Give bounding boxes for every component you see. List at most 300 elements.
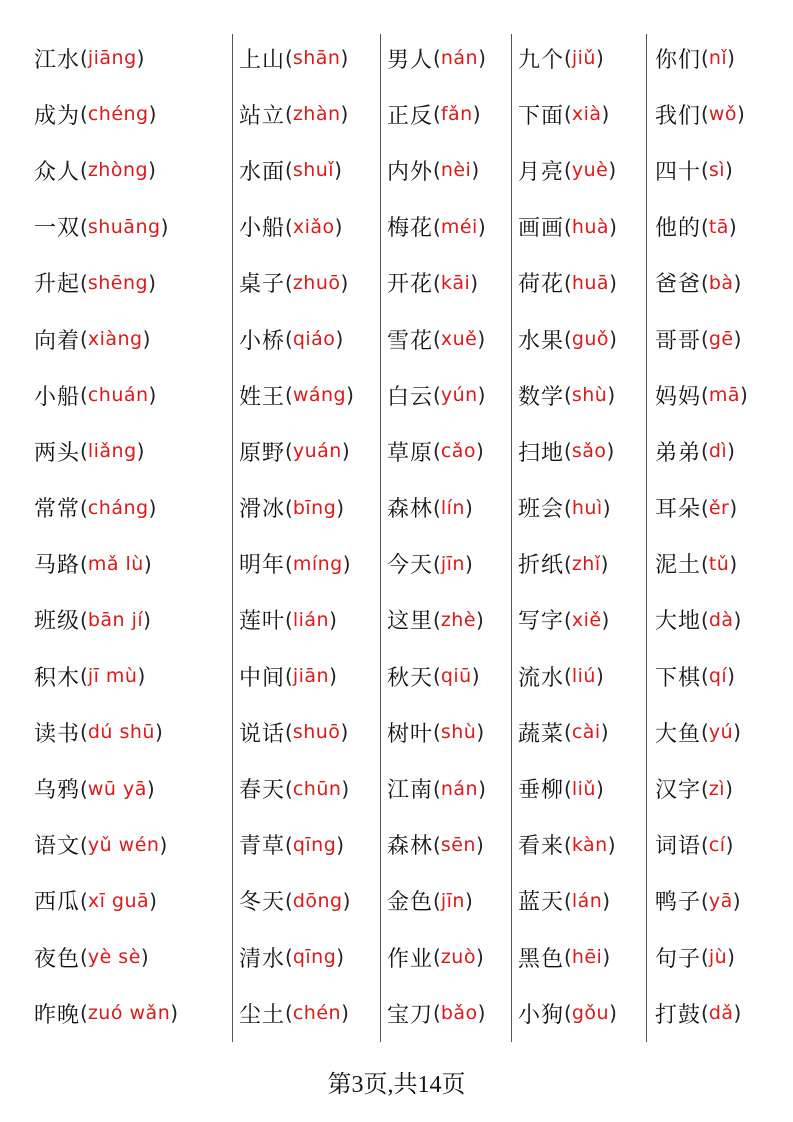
hanzi-word: 蔬菜	[518, 721, 565, 747]
pinyin: dú shū	[87, 721, 155, 744]
close-paren: )	[340, 46, 349, 71]
pinyin: huà	[571, 215, 610, 238]
close-paren: )	[728, 214, 737, 239]
word-entry	[387, 873, 486, 929]
pinyin: shuǐ	[292, 159, 335, 182]
hanzi-word: 宝刀	[387, 1002, 434, 1028]
open-paren: (	[701, 832, 709, 857]
hanzi-word: 冬天	[239, 890, 286, 916]
close-paren: )	[143, 551, 152, 576]
close-paren: )	[329, 664, 337, 689]
open-paren: (	[701, 888, 709, 913]
pinyin: lián	[292, 608, 330, 631]
pinyin: jīn	[440, 552, 465, 575]
open-paren: (	[285, 214, 293, 239]
hanzi-word: 打鼓	[655, 1002, 702, 1028]
hanzi-word: 垂柳	[518, 778, 565, 804]
close-paren: )	[729, 551, 738, 576]
open-paren: (	[564, 720, 572, 745]
close-paren: )	[600, 551, 609, 576]
hanzi-word: 春天	[239, 778, 286, 804]
close-paren: )	[727, 439, 735, 464]
hanzi-word: 桌子	[239, 272, 286, 298]
close-paren: )	[602, 495, 611, 520]
close-paren: )	[148, 158, 156, 183]
word-entry	[387, 592, 486, 648]
open-paren: (	[701, 776, 709, 801]
open-paren: (	[285, 888, 293, 913]
close-paren: )	[476, 607, 484, 632]
word-entry	[34, 985, 178, 1041]
pinyin: ěr	[708, 496, 730, 519]
word-entry	[34, 704, 178, 760]
pinyin: míng	[292, 552, 343, 575]
open-paren: (	[433, 607, 441, 632]
open-paren: (	[701, 270, 709, 295]
word-entry	[34, 760, 178, 816]
hanzi-word: 词语	[655, 834, 702, 860]
open-paren: (	[80, 46, 88, 71]
close-paren: )	[340, 270, 349, 295]
close-paren: )	[733, 270, 742, 295]
word-entry	[518, 142, 617, 198]
open-paren: (	[80, 214, 88, 239]
open-paren: (	[285, 551, 293, 576]
word-entry	[655, 86, 748, 142]
open-paren: (	[564, 383, 572, 408]
close-paren: )	[148, 270, 156, 295]
word-entry	[518, 704, 617, 760]
word-entry	[239, 30, 354, 86]
open-paren: (	[285, 270, 293, 295]
word-column-4	[518, 30, 617, 1041]
hanzi-word: 写字	[518, 609, 565, 635]
pinyin: tǔ	[708, 552, 730, 575]
hanzi-word: 画画	[518, 216, 565, 242]
word-entry	[34, 255, 178, 311]
open-paren: (	[285, 607, 293, 632]
open-paren: (	[285, 158, 293, 183]
open-paren: (	[285, 102, 293, 127]
pinyin: yā	[708, 889, 733, 912]
close-paren: )	[340, 102, 349, 127]
close-paren: )	[478, 776, 486, 801]
pinyin: chén	[292, 1002, 342, 1025]
hanzi-word: 班会	[518, 497, 565, 523]
hanzi-word: 一双	[34, 216, 81, 242]
close-paren: )	[595, 776, 604, 801]
close-paren: )	[340, 720, 349, 745]
open-paren: (	[80, 720, 88, 745]
open-paren: (	[80, 832, 88, 857]
open-paren: (	[701, 102, 709, 127]
close-paren: )	[477, 383, 486, 408]
pinyin: yǔ wén	[87, 833, 160, 856]
close-paren: )	[609, 270, 617, 295]
hanzi-word: 看来	[518, 834, 565, 860]
pinyin: shù	[440, 721, 477, 744]
pinyin: guǒ	[571, 328, 610, 351]
word-entry	[387, 480, 486, 536]
hanzi-word: 我们	[655, 103, 702, 129]
close-paren: )	[607, 832, 616, 857]
hanzi-word: 成为	[34, 103, 81, 129]
hanzi-word: 四十	[655, 159, 702, 185]
close-paren: )	[733, 720, 741, 745]
hanzi-word: 读书	[34, 721, 81, 747]
hanzi-word: 弟弟	[655, 440, 702, 466]
close-paren: )	[602, 945, 611, 970]
close-paren: )	[336, 832, 345, 857]
hanzi-word: 明年	[239, 553, 286, 579]
open-paren: (	[433, 720, 441, 745]
open-paren: (	[80, 270, 88, 295]
word-entry	[34, 817, 178, 873]
close-paren: )	[478, 46, 486, 71]
hanzi-word: 妈妈	[655, 384, 702, 410]
word-column-3	[387, 30, 486, 1041]
close-paren: )	[341, 439, 350, 464]
word-entry	[655, 536, 748, 592]
open-paren: (	[564, 439, 572, 464]
close-paren: )	[137, 664, 146, 689]
word-entry	[518, 592, 617, 648]
hanzi-word: 秋天	[387, 665, 434, 691]
word-entry	[655, 30, 748, 86]
hanzi-word: 青草	[239, 834, 286, 860]
open-paren: (	[80, 383, 88, 408]
close-paren: )	[733, 327, 742, 352]
pinyin: bīng	[292, 496, 337, 519]
close-paren: )	[149, 888, 157, 913]
pinyin: yú	[708, 721, 734, 744]
close-paren: )	[470, 270, 479, 295]
close-paren: )	[601, 607, 610, 632]
word-entry	[239, 592, 354, 648]
open-paren: (	[701, 607, 709, 632]
pinyin: zhè	[440, 608, 477, 631]
hanzi-word: 开花	[387, 272, 434, 298]
close-paren: )	[727, 46, 735, 71]
open-paren: (	[80, 439, 88, 464]
hanzi-word: 你们	[655, 47, 702, 73]
open-paren: (	[285, 495, 293, 520]
pinyin: xià	[571, 103, 602, 126]
pinyin: zhuō	[292, 271, 341, 294]
word-entry	[655, 255, 748, 311]
open-paren: (	[564, 158, 572, 183]
close-paren: )	[148, 383, 157, 408]
pinyin: hēi	[571, 946, 603, 969]
close-paren: )	[727, 945, 735, 970]
word-entry	[34, 873, 178, 929]
hanzi-word: 梅花	[387, 216, 434, 242]
open-paren: (	[564, 664, 572, 689]
open-paren: (	[433, 888, 441, 913]
pinyin: yún	[440, 384, 478, 407]
word-entry	[655, 311, 748, 367]
hanzi-word: 森林	[387, 834, 434, 860]
pinyin: yè sè	[87, 946, 141, 969]
pinyin: zhàn	[292, 103, 341, 126]
open-paren: (	[80, 327, 88, 352]
pinyin: cǎo	[440, 440, 477, 463]
hanzi-word: 语文	[34, 834, 81, 860]
close-paren: )	[464, 888, 473, 913]
word-entry	[387, 311, 486, 367]
open-paren: (	[433, 158, 441, 183]
word-entry	[655, 423, 748, 479]
hanzi-word: 下棋	[655, 665, 702, 691]
open-paren: (	[80, 607, 88, 632]
word-entry	[518, 367, 617, 423]
close-paren: )	[725, 776, 733, 801]
pinyin: zhòng	[87, 159, 149, 182]
word-entry	[655, 367, 748, 423]
word-entry	[387, 86, 486, 142]
word-entry	[518, 311, 617, 367]
pinyin: nán	[440, 777, 479, 800]
word-entry	[518, 255, 617, 311]
pinyin: sēn	[440, 833, 476, 856]
hanzi-word: 月亮	[518, 159, 565, 185]
word-entry	[387, 985, 486, 1041]
hanzi-word: 水面	[239, 159, 286, 185]
close-paren: )	[334, 158, 342, 183]
pinyin: wū yā	[87, 777, 147, 800]
hanzi-word: 男人	[387, 47, 434, 73]
pinyin: cài	[571, 721, 601, 744]
pinyin: jī mù	[87, 665, 138, 688]
close-paren: )	[472, 102, 481, 127]
word-entry	[387, 255, 486, 311]
pinyin: huā	[571, 271, 610, 294]
word-entry	[34, 648, 178, 704]
word-entry	[34, 592, 178, 648]
hanzi-word: 正反	[387, 103, 434, 129]
close-paren: )	[733, 607, 742, 632]
page-number: 第3页,共14页	[327, 1072, 466, 1098]
word-entry	[655, 142, 748, 198]
word-entry	[239, 760, 354, 816]
open-paren: (	[701, 720, 709, 745]
close-paren: )	[602, 888, 611, 913]
close-paren: )	[476, 720, 485, 745]
close-paren: )	[464, 495, 473, 520]
pinyin: dǎ	[708, 1002, 734, 1025]
open-paren: (	[285, 46, 293, 71]
open-paren: (	[80, 945, 88, 970]
pinyin: bǎo	[440, 1002, 478, 1025]
pinyin: shēng	[87, 271, 149, 294]
open-paren: (	[285, 439, 293, 464]
hanzi-word: 原野	[239, 440, 286, 466]
hanzi-word: 雪花	[387, 328, 434, 354]
open-paren: (	[433, 945, 441, 970]
hanzi-word: 鸭子	[655, 890, 702, 916]
open-paren: (	[564, 607, 572, 632]
hanzi-word: 小桥	[239, 328, 286, 354]
open-paren: (	[564, 1001, 572, 1026]
close-paren: )	[725, 158, 733, 183]
hanzi-word: 下面	[518, 103, 565, 129]
close-paren: )	[606, 439, 615, 464]
pinyin: zhǐ	[571, 552, 601, 575]
close-paren: )	[477, 327, 486, 352]
word-entry	[239, 929, 354, 985]
open-paren: (	[701, 327, 709, 352]
word-entry	[239, 86, 354, 142]
close-paren: )	[601, 102, 610, 127]
word-entry	[239, 873, 354, 929]
hanzi-word: 班级	[34, 609, 81, 635]
open-paren: (	[285, 383, 293, 408]
close-paren: )	[737, 102, 745, 127]
word-entry	[518, 30, 617, 86]
close-paren: )	[464, 551, 473, 576]
close-paren: )	[609, 327, 617, 352]
close-paren: )	[336, 495, 345, 520]
close-paren: )	[143, 607, 151, 632]
close-paren: )	[346, 383, 354, 408]
close-paren: )	[595, 664, 604, 689]
word-entry	[34, 929, 178, 985]
word-entry	[387, 817, 486, 873]
hanzi-word: 今天	[387, 553, 434, 579]
open-paren: (	[433, 1001, 441, 1026]
close-paren: )	[595, 46, 604, 71]
open-paren: (	[701, 46, 709, 71]
hanzi-word: 清水	[239, 946, 286, 972]
open-paren: (	[285, 945, 293, 970]
open-paren: (	[564, 214, 572, 239]
pinyin: lín	[440, 496, 465, 519]
open-paren: (	[285, 720, 293, 745]
pinyin: bān jí	[87, 608, 144, 631]
column-divider	[380, 34, 381, 1042]
pinyin: qīng	[292, 833, 337, 856]
word-entry	[239, 985, 354, 1041]
open-paren: (	[433, 327, 441, 352]
pinyin: qí	[708, 665, 728, 688]
pinyin: gǒu	[571, 1002, 610, 1025]
pinyin: chūn	[292, 777, 342, 800]
word-entry	[387, 536, 486, 592]
close-paren: )	[160, 214, 169, 239]
pinyin: zuò	[440, 946, 476, 969]
word-entry	[239, 704, 354, 760]
pinyin: liǔ	[571, 777, 596, 800]
open-paren: (	[433, 551, 441, 576]
open-paren: (	[433, 832, 441, 857]
word-entry	[239, 648, 354, 704]
word-entry	[239, 367, 354, 423]
open-paren: (	[80, 495, 88, 520]
close-paren: )	[146, 776, 155, 801]
word-entry	[655, 199, 748, 255]
open-paren: (	[701, 945, 709, 970]
pinyin: cí	[708, 833, 726, 856]
word-entry	[518, 423, 617, 479]
hanzi-word: 大鱼	[655, 721, 702, 747]
hanzi-word: 昨晚	[34, 1002, 81, 1028]
word-entry	[518, 480, 617, 536]
close-paren: )	[342, 888, 351, 913]
word-entry	[387, 648, 486, 704]
word-column-5	[655, 30, 748, 1041]
pinyin: xuě	[440, 328, 478, 351]
word-entry	[239, 142, 354, 198]
close-paren: )	[148, 102, 157, 127]
close-paren: )	[607, 383, 616, 408]
hanzi-word: 黑色	[518, 946, 565, 972]
pinyin: dì	[708, 440, 728, 463]
hanzi-word: 姓王	[239, 384, 286, 410]
open-paren: (	[701, 214, 709, 239]
open-paren: (	[564, 776, 572, 801]
pinyin: lán	[571, 889, 603, 912]
word-entry	[655, 985, 748, 1041]
hanzi-word: 蓝天	[518, 890, 565, 916]
word-entry	[239, 423, 354, 479]
pinyin: xiǎo	[292, 215, 335, 238]
word-entry	[239, 255, 354, 311]
word-entry	[518, 873, 617, 929]
word-entry	[655, 704, 748, 760]
pinyin: qiū	[440, 665, 472, 688]
word-entry	[387, 199, 486, 255]
pinyin: xiě	[571, 608, 602, 631]
pinyin: jiāng	[87, 47, 137, 70]
pinyin: kàn	[571, 833, 608, 856]
pinyin: kāi	[440, 271, 471, 294]
word-entry	[34, 480, 178, 536]
pinyin: jiǔ	[571, 47, 596, 70]
word-entry	[239, 199, 354, 255]
open-paren: (	[433, 776, 441, 801]
hanzi-word: 句子	[655, 946, 702, 972]
close-paren: )	[329, 607, 337, 632]
word-entry	[387, 367, 486, 423]
open-paren: (	[564, 270, 572, 295]
hanzi-word: 树叶	[387, 721, 434, 747]
pinyin: nǐ	[708, 47, 728, 70]
close-paren: )	[341, 776, 350, 801]
word-entry	[655, 648, 748, 704]
pinyin: nán	[440, 47, 479, 70]
hanzi-word: 小船	[239, 216, 286, 242]
word-entry	[239, 311, 354, 367]
word-entry	[655, 873, 748, 929]
word-entry	[34, 311, 178, 367]
pinyin: cháng	[87, 496, 149, 519]
close-paren: )	[136, 439, 145, 464]
word-entry	[34, 30, 178, 86]
hanzi-word: 江南	[387, 778, 434, 804]
word-entry	[387, 760, 486, 816]
word-entry	[34, 199, 178, 255]
open-paren: (	[701, 664, 709, 689]
pinyin: fǎn	[440, 103, 473, 126]
open-paren: (	[80, 158, 88, 183]
hanzi-word: 内外	[387, 159, 434, 185]
hanzi-word: 众人	[34, 159, 81, 185]
open-paren: (	[285, 832, 293, 857]
open-paren: (	[701, 551, 709, 576]
close-paren: )	[136, 46, 145, 71]
word-entry	[518, 199, 617, 255]
word-entry	[34, 86, 178, 142]
